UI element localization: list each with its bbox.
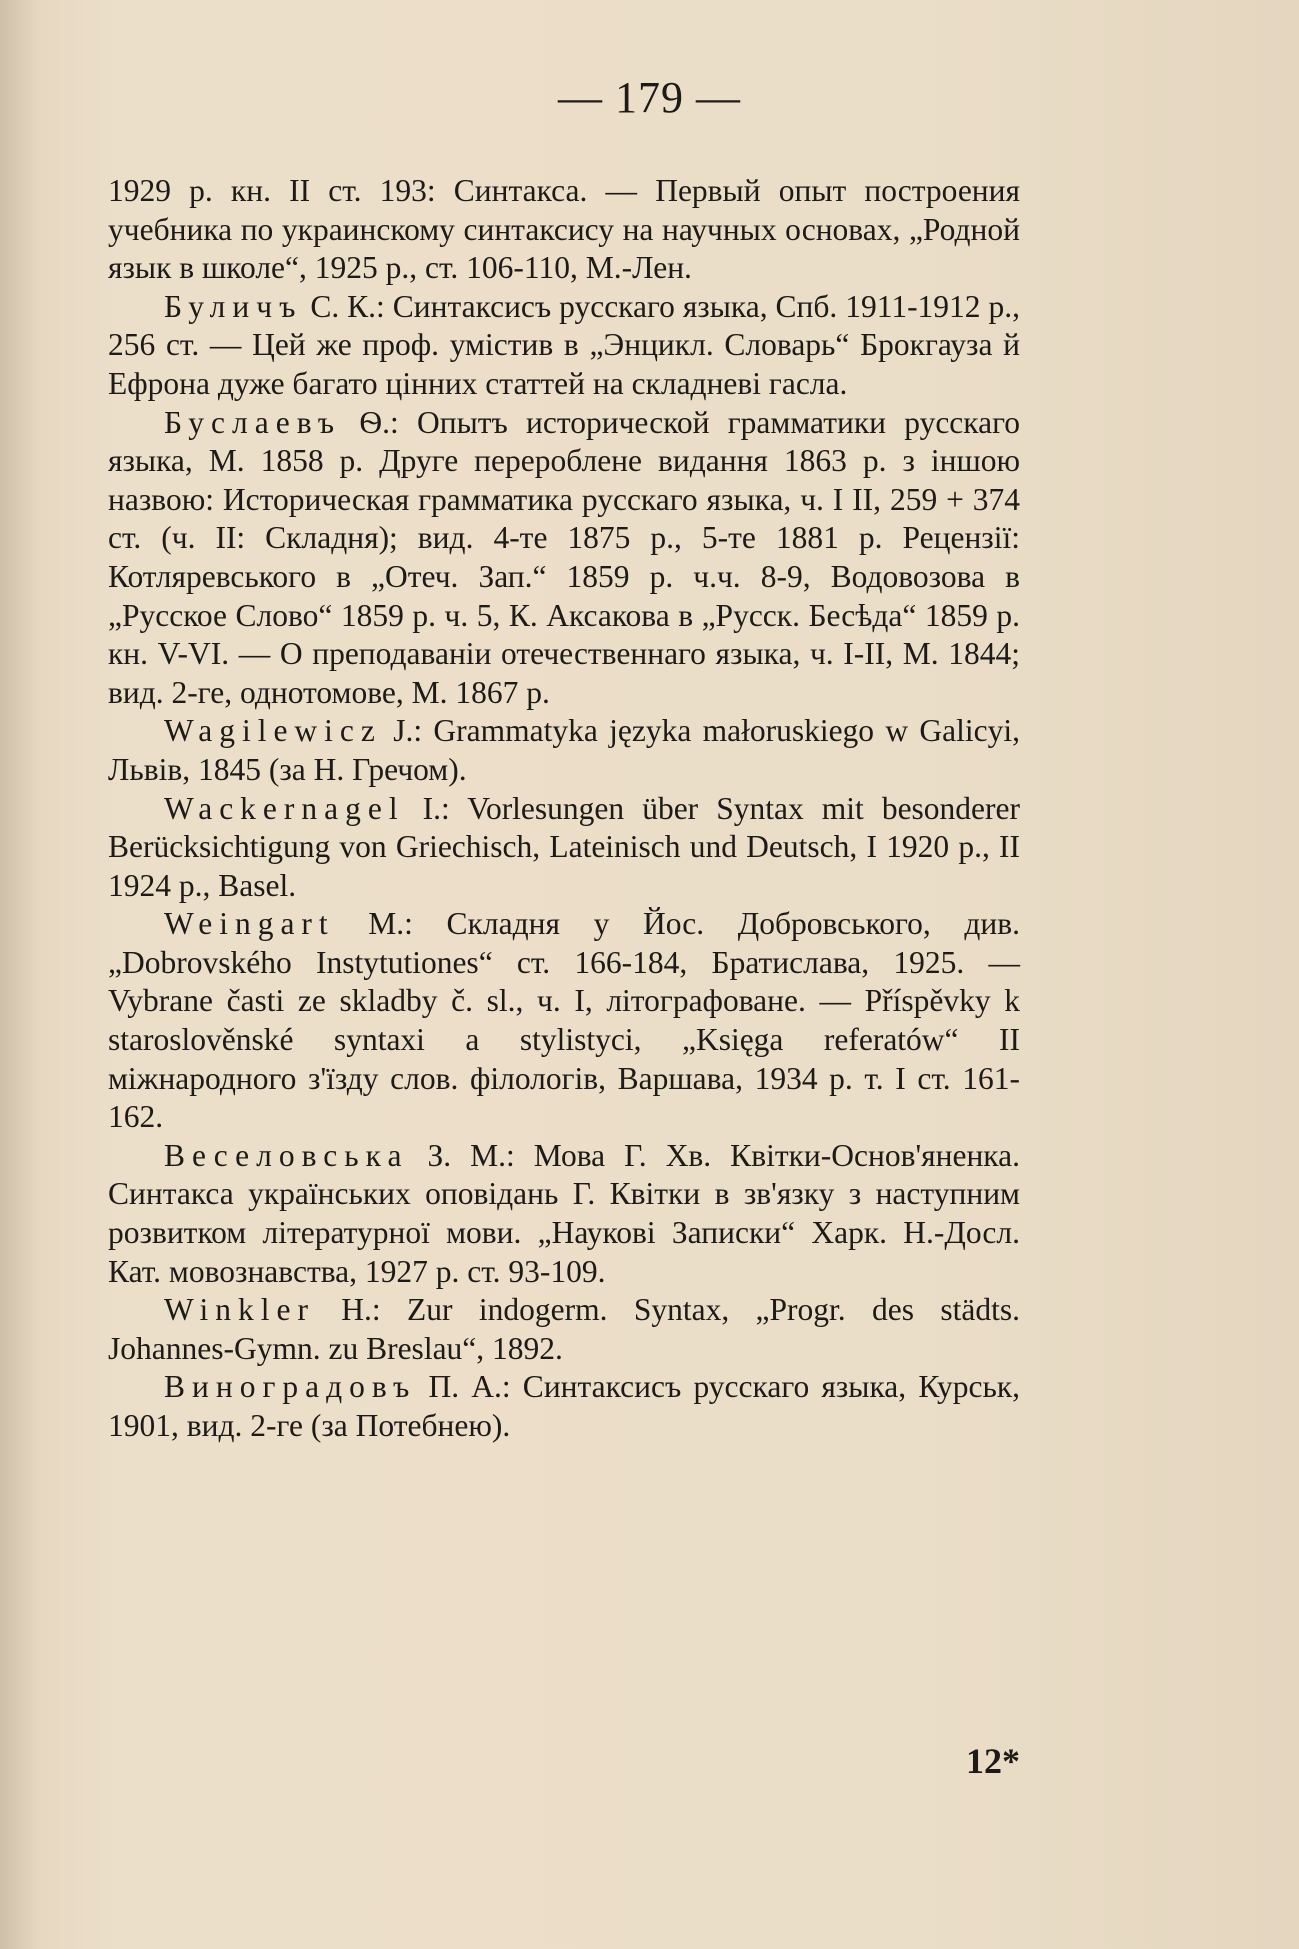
bibliography-entry bbox=[108, 404, 1020, 713]
entry-text: I.: Vorlesungen über Syntax mit besonderer Berücksichtigung von Griechisch, Lateinisch und Deutsch, I 1920 р., II 1924 р., Basel. bbox=[108, 790, 1020, 903]
bibliography-entry bbox=[108, 790, 1020, 906]
bibliography-entry bbox=[108, 172, 1020, 288]
entry-text: П. А.: Синтаксисъ русскаго языка, Курськ, 1901, вид. 2-ге (за Потебнею). bbox=[108, 1369, 1020, 1443]
bibliography-entry bbox=[108, 905, 1020, 1137]
entry-author: Веселовська bbox=[164, 1137, 409, 1173]
entry-text: H.: Zur indogerm. Syntax, „Progr. des städts. Johannes-Gymn. zu Breslau“, 1892. bbox=[108, 1292, 1020, 1366]
entry-text: С. К.: Синтаксисъ русскаго языка, Спб. 1911-1912 р., 256 ст. — Цей же проф. умістив в „Энцикл. Словарь“ Брокгауза й Ефрона дуже багато цінних статтей на складневі гасла. bbox=[108, 288, 1020, 401]
entry-text: Ѳ.: Опытъ исторической грамматики русскаго языка, М. 1858 р. Друге перероблене видання 1863 р. з іншою назвою: Историческая грамматика русскаго языка, ч. I II, 259 + 374 ст. (ч. II: Складня); вид. 4-те 1875 р., 5-те 1881 р. Рецензії: Котляревського в „Отеч. Зап.“ 1859 р. ч.ч. 8-9, Водовозова в „Русское Слово“ 1859 р. ч. 5, К. Аксакова в „Русск. Бесѣда“ 1859 р. кн. V-VI. — О преподаваніи отечественнаго языка, ч. I-II, М. 1844; вид. 2-ге, однотомове, М. 1867 р. bbox=[108, 404, 1020, 710]
bibliography-list bbox=[108, 172, 1020, 1446]
entry-author: Буличъ bbox=[164, 288, 303, 324]
bibliography-entry bbox=[108, 1368, 1020, 1445]
bibliography-entry bbox=[108, 288, 1020, 404]
entry-author: Виноградовъ bbox=[164, 1369, 417, 1405]
entry-text: J.: Grammatyka języka małoruskiego w Galicyi, Львів, 1845 (за Н. Гречом). bbox=[108, 713, 1020, 787]
page-number: — 179 — bbox=[558, 73, 741, 122]
entry-author: Winkler bbox=[164, 1292, 315, 1328]
bibliography-entry bbox=[108, 1137, 1020, 1291]
bibliography-entry bbox=[108, 1291, 1020, 1368]
entry-text: З. М.: Мова Г. Хв. Квітки-Основ'яненка. Синтакса українських оповідань Г. Квітки в зв'язку з наступним розвитком літературної мови. „Наукові Записки“ Харк. Н.-Досл. Кат. мовознавства, 1927 р. ст. 93-109. bbox=[108, 1137, 1020, 1289]
signature-mark: 12* bbox=[966, 1741, 1020, 1781]
bibliography-entry bbox=[108, 712, 1020, 789]
entry-text: M.: Складня у Йос. Добровського, див. „Dobrovského Instytutiones“ ст. 166-184, Братислава, 1925. — Vybrane časti ze skladby č. sl., ч. I, літографоване. — Příspěvky k staroslověnské syntaxi a stylistyci, „Księga referatów“ II міжнародного з'їзду слов. філологів, Варшава, 1934 р. т. I ст. 161-162. bbox=[108, 906, 1020, 1135]
entry-author: Weingart bbox=[164, 906, 335, 942]
entry-text: 1929 р. кн. II ст. 193: Синтакса. — Первый опыт построения учебника по украинскому синтаксису на научных основах, „Родной язык в школе“, 1925 р., ст. 106-110, М.-Лен. bbox=[108, 173, 1020, 286]
entry-author: Буслаевъ bbox=[164, 404, 342, 440]
entry-author: Wagilewicz bbox=[164, 713, 382, 749]
entry-author: Wackernagel bbox=[164, 790, 405, 826]
